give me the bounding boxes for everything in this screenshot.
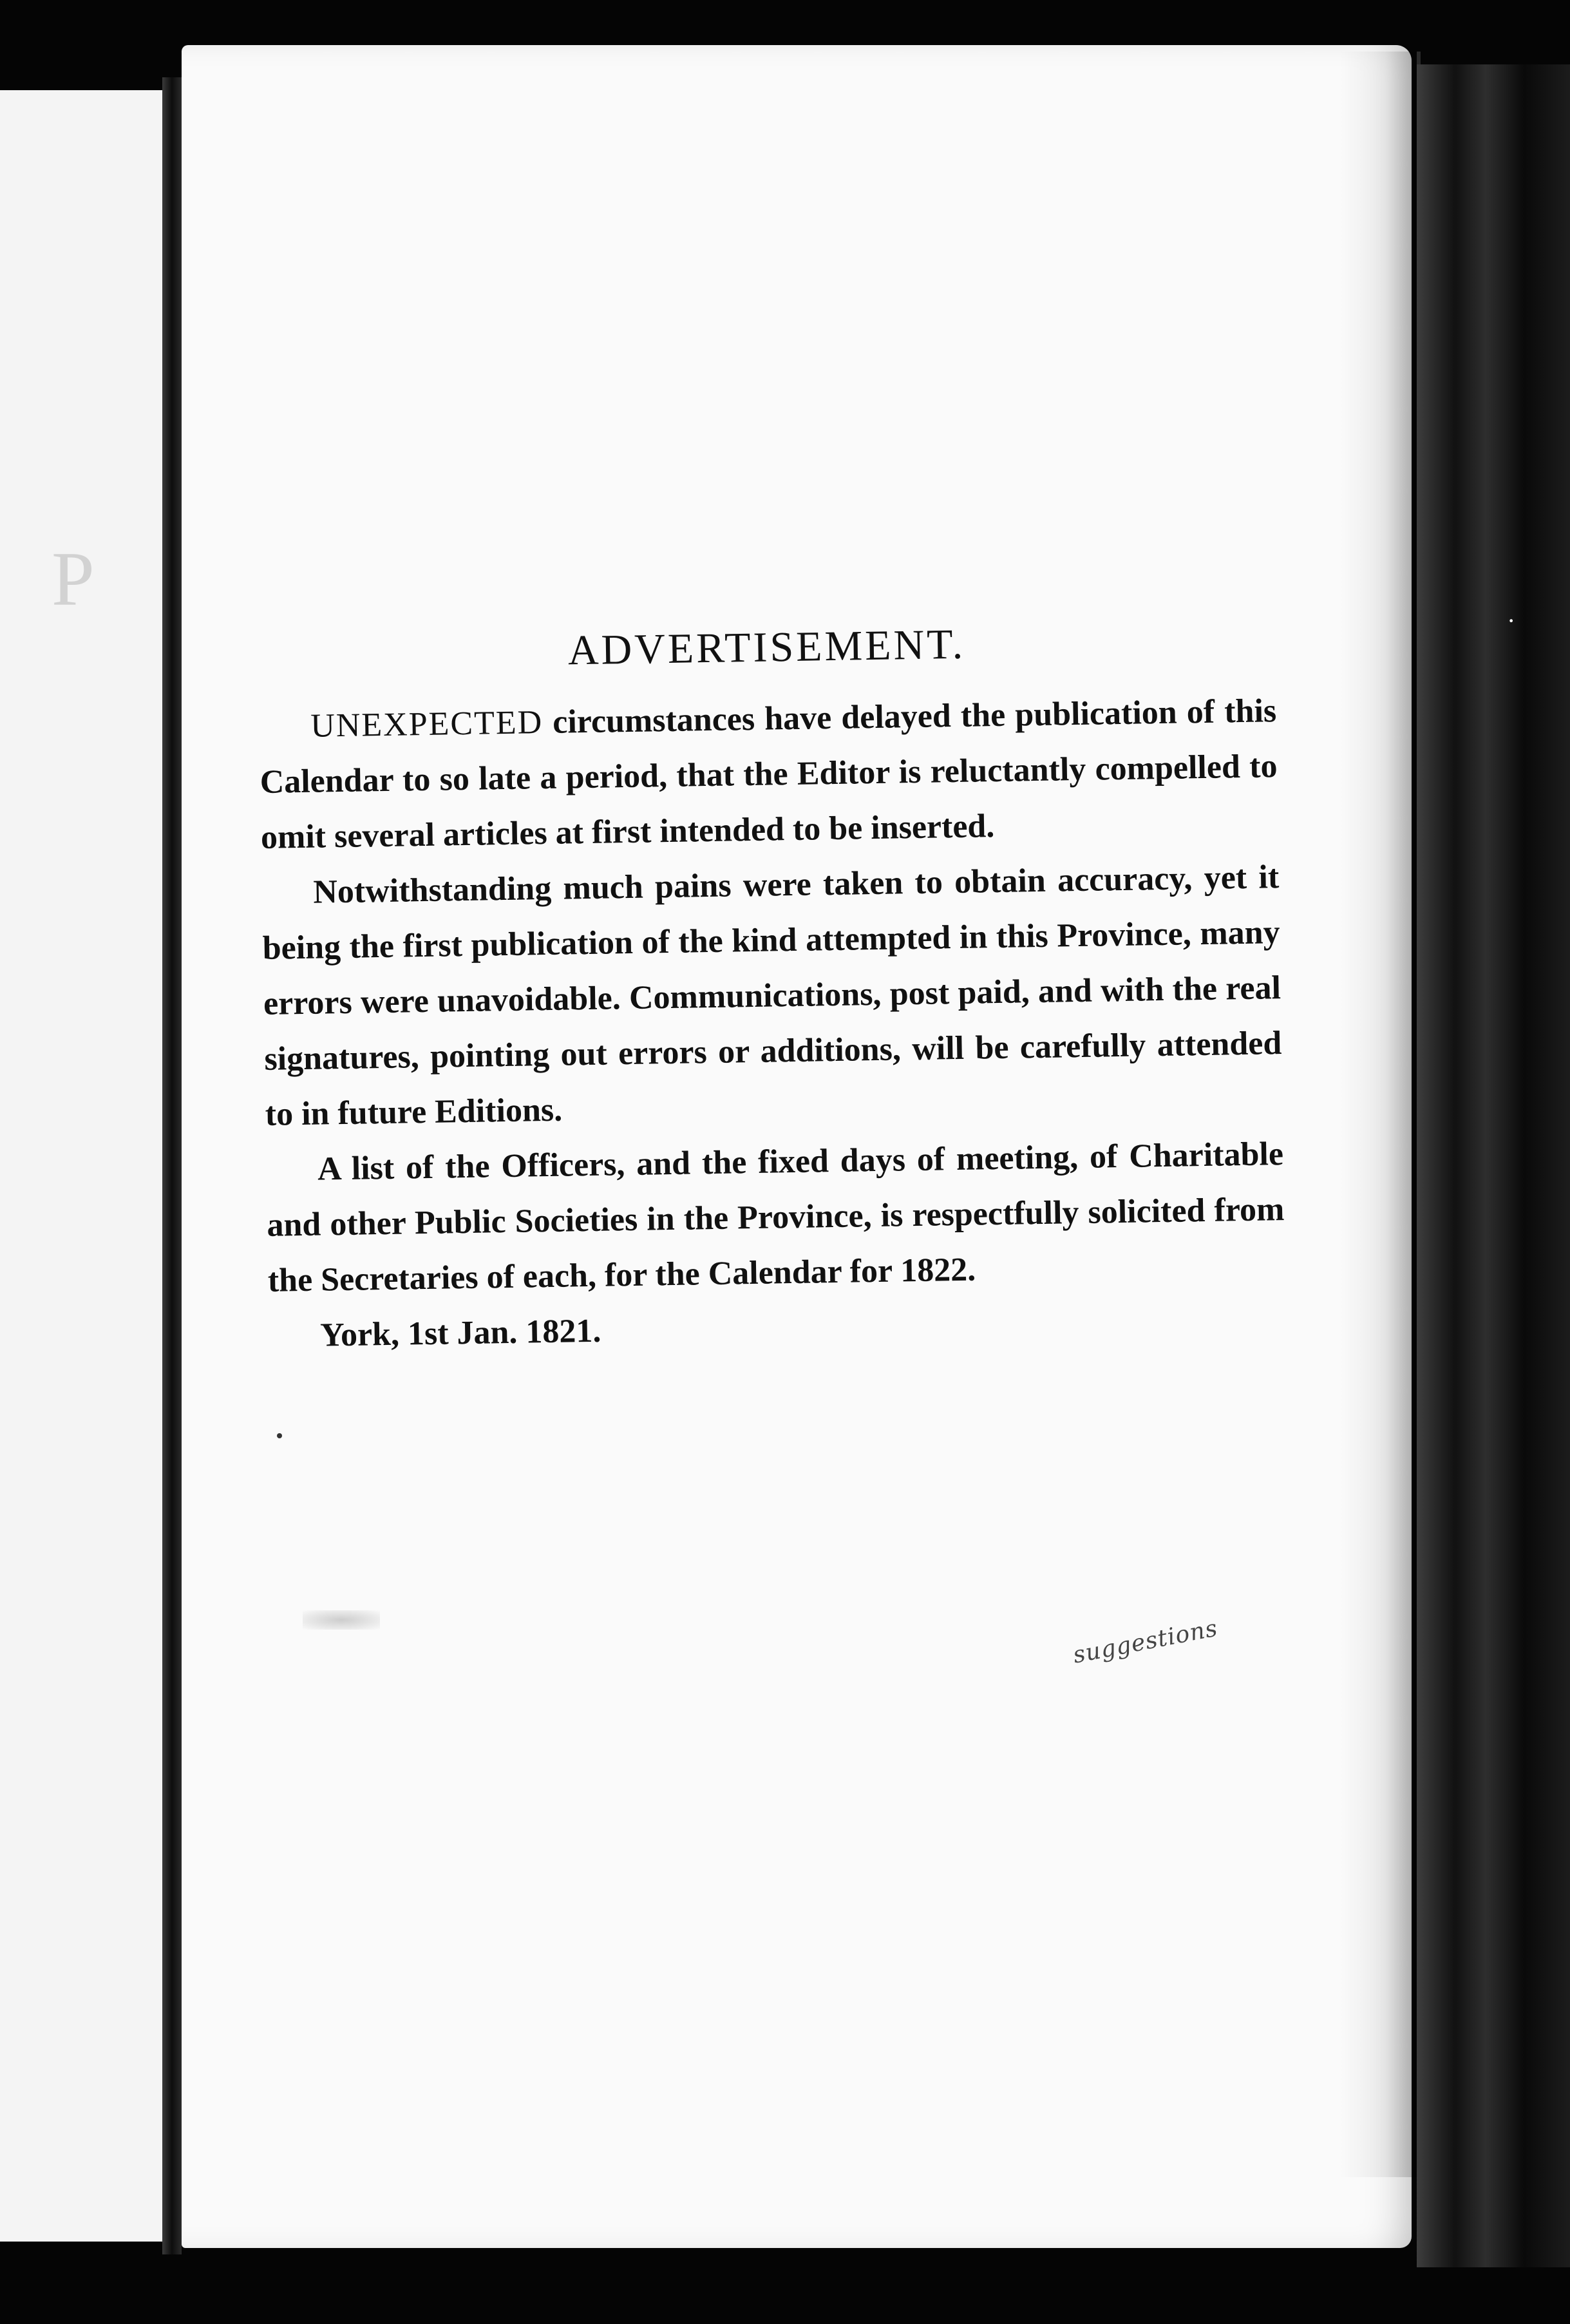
left-page-fragment: P [52, 536, 95, 622]
paragraph-3-text: A list of the Officers, and the fixed days of meeting, of Charitable and other Public Societies in the Province, is respectfully solicited from the Secretaries of each, for the Calendar for 1822. [267, 1136, 1285, 1299]
paragraph-1-lead: UNEXPECTED [310, 704, 544, 745]
book-page-edges [1417, 64, 1570, 2267]
ink-smudge [303, 1610, 380, 1630]
dateline: York, 1st Jan. 1821. [319, 1312, 601, 1354]
handwritten-note: suggestions [1070, 1615, 1220, 1669]
paragraph-2-text: Notwithstanding much pains were taken to obtain accuracy, yet it being the first publication of the kind attempted in this Province, many errors were unavoidable. Communications, post paid, and with the real signatures, pointing out errors or additions, will be carefully attended to in future Editions. [262, 859, 1282, 1133]
left-page [0, 90, 165, 2242]
advertisement-text-block [258, 615, 1287, 1669]
book-gutter [162, 77, 182, 2254]
ink-speck [277, 1433, 282, 1438]
paragraph-1 [259, 683, 1279, 866]
page-edge-shadow [1339, 52, 1421, 2177]
paragraph-3 [265, 1127, 1285, 1309]
edge-mark: · [1507, 606, 1516, 635]
paragraph-2 [261, 850, 1283, 1143]
paragraph-1-text: circumstances have delayed the publication of this Calendar to so late a period, that the Editor is reluctantly compelled to omit several articles at first intended to be inserted. [260, 692, 1278, 856]
page-title: ADVERTISEMENT. [567, 620, 966, 674]
